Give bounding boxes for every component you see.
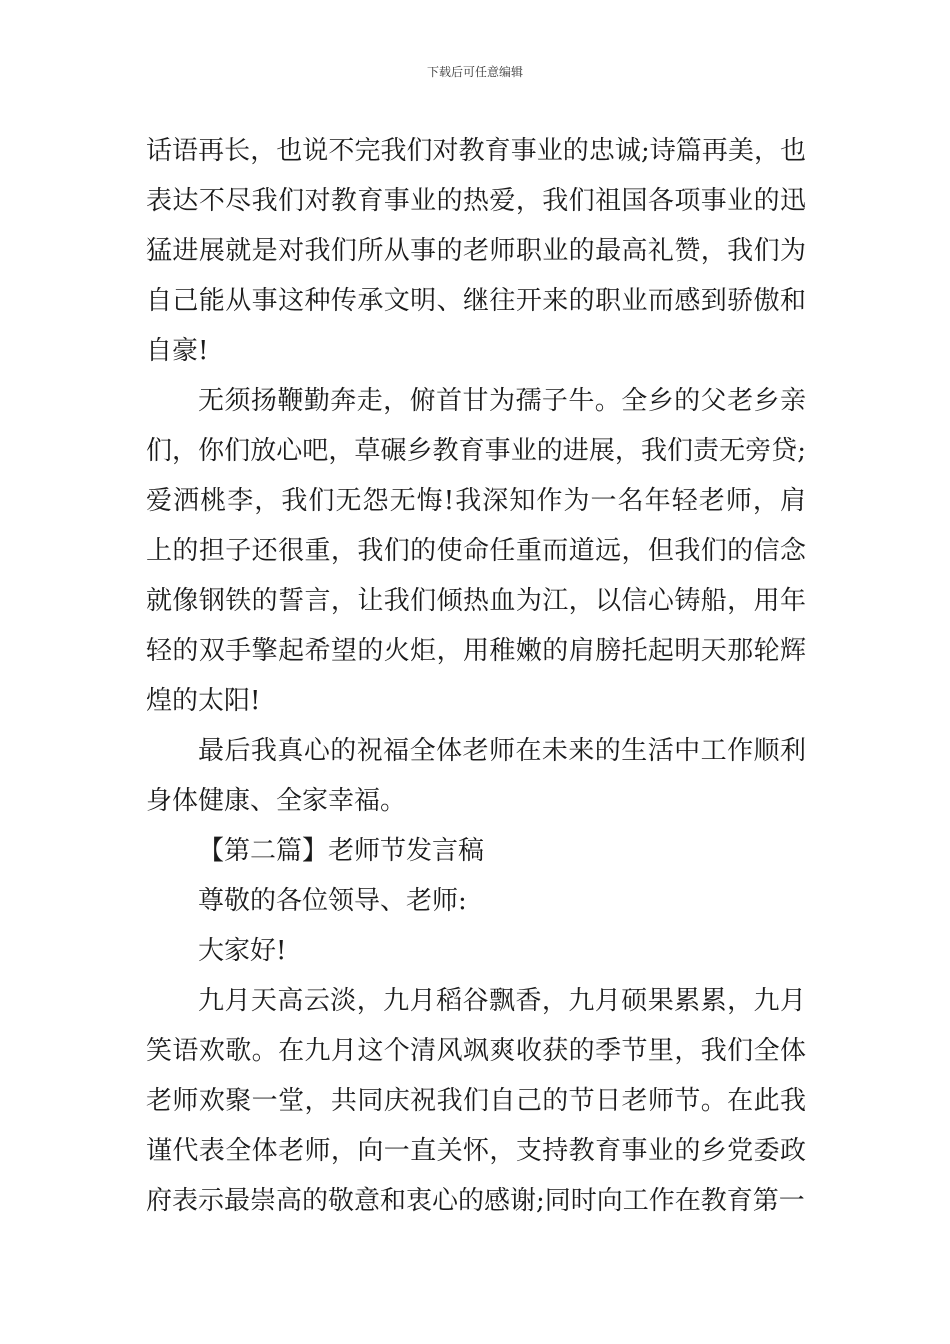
greeting: 大家好!: [198, 936, 287, 966]
document-body: [146, 126, 806, 1226]
paragraph-2: 无须扬鞭勤奔走，俯首甘为孺子牛。全乡的父老乡亲们，你们放心吧，草碾乡教育事业的进展，我们责无旁贷;爱洒桃李，我们无怨无悔!我深知作为一名年轻老师，肩上的担子还很重，我们的使命任重而道远，但我们的信念就像钢铁的誓言，让我们倾热血为江，以信心铸船，用年轻的双手擎起希望的火炬，用稚嫩的肩膀托起明天那轮辉煌的太阳!: [146, 386, 806, 716]
paragraph-3: 最后我真心的祝福全体老师在未来的生活中工作顺利身体健康、全家幸福。: [146, 736, 806, 816]
paragraph-4: 九月天高云淡，九月稻谷飘香，九月硕果累累，九月笑语欢歌。在九月这个清风飒爽收获的季节里，我们全体老师欢聚一堂，共同庆祝我们自己的节日老师节。在此我谨代表全体老师，向一直关怀，支持教育事业的乡党委政府表示最崇高的敬意和衷心的感谢;同时向工作在教育第一: [146, 986, 806, 1216]
paragraph-1: 话语再长，也说不完我们对教育事业的忠诚;诗篇再美，也表达不尽我们对教育事业的热爱，我们祖国各项事业的迅猛进展就是对我们所从事的老师职业的最高礼赞，我们为自己能从事这种传承文明、继往开来的职业而感到骄傲和自豪!: [146, 136, 806, 366]
salutation: 尊敬的各位领导、老师:: [198, 886, 467, 916]
section-title: 【第二篇】老师节发言稿: [198, 836, 485, 866]
page-header: 下载后可任意编辑: [426, 65, 523, 79]
